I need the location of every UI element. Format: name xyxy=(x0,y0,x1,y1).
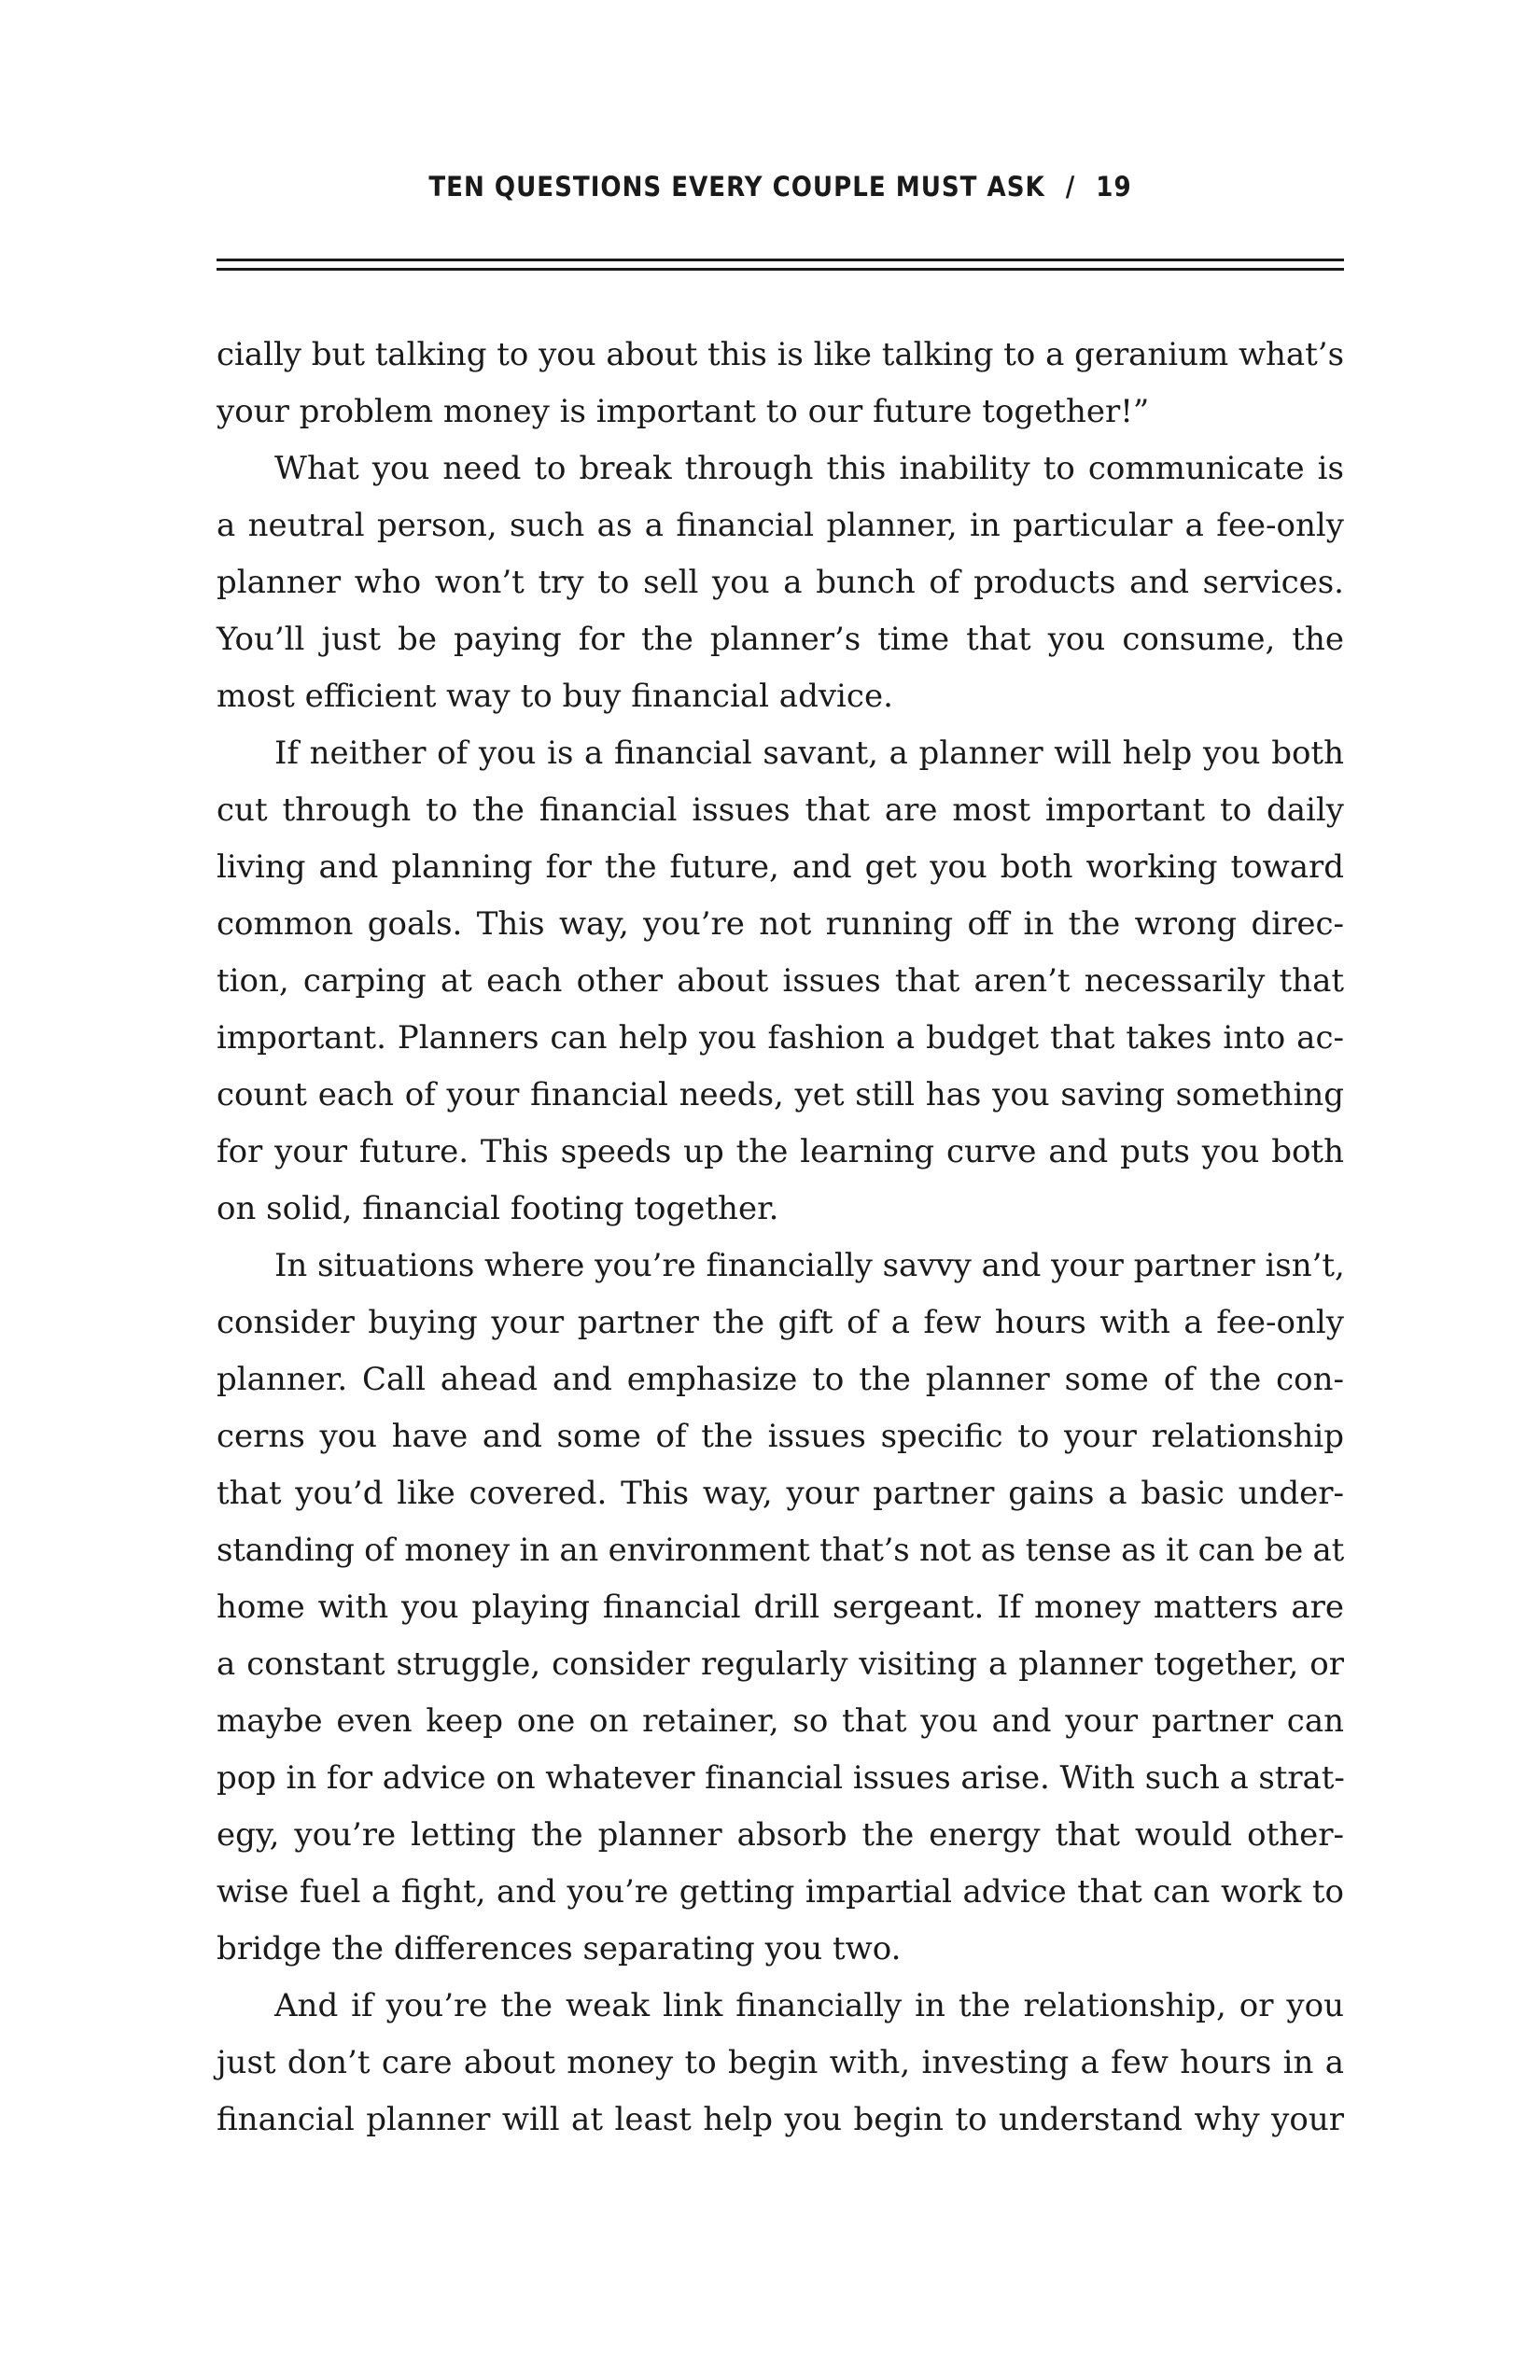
running-title: TEN QUESTIONS EVERY COUPLE MUST ASK xyxy=(428,171,1045,203)
text-line: important. Planners can help you fashion a budget that takes into ac- xyxy=(217,1019,1344,1057)
text-line: wise fuel a fight, and you’re getting impartial advice that can work to xyxy=(217,1873,1344,1911)
text-line: on solid, financial footing together. xyxy=(217,1190,779,1227)
page-number: 19 xyxy=(1096,171,1132,203)
text-line: What you need to break through this inability to communicate is xyxy=(274,450,1344,487)
text-line: planner. Call ahead and emphasize to the planner some of the con- xyxy=(217,1361,1344,1398)
text-line: pop in for advice on whatever financial issues arise. With such a strat- xyxy=(217,1759,1345,1797)
text-line: standing of money in an environment that’s not as tense as it can be at xyxy=(217,1532,1344,1569)
text-line: consider buying your partner the gift of a few hours with a fee-only xyxy=(217,1304,1344,1341)
text-line: And if you’re the weak link financially in the relationship, or you xyxy=(274,1987,1344,2024)
text-line: cerns you have and some of the issues specific to your relationship xyxy=(217,1418,1344,1455)
text-line: your problem money is important to our future together!” xyxy=(217,393,1150,430)
text-line: count each of your financial needs, yet still has you saving something xyxy=(217,1076,1344,1113)
header-rule-top xyxy=(217,259,1344,261)
text-line: just don’t care about money to begin with, investing a few hours in a xyxy=(217,2044,1344,2081)
header-separator: / xyxy=(1065,171,1076,203)
text-line: financial planner will at least help you begin to understand why your xyxy=(217,2101,1344,2138)
header-rule-bottom xyxy=(217,268,1344,271)
text-line: a neutral person, such as a financial planner, in particular a fee-only xyxy=(217,507,1344,544)
text-line: most efficient way to buy financial advice. xyxy=(217,678,893,715)
body-text xyxy=(217,327,1344,2149)
text-line: In situations where you’re financially savvy and your partner isn’t, xyxy=(274,1247,1345,1284)
text-line: egy, you’re letting the planner absorb the energy that would other- xyxy=(217,1816,1344,1854)
running-head xyxy=(217,171,1344,203)
text-line: cut through to the financial issues that are most important to daily xyxy=(217,791,1344,829)
text-line: If neither of you is a financial savant, a planner will help you both xyxy=(274,735,1344,772)
text-line: bridge the differences separating you two. xyxy=(217,1930,902,1967)
text-line: maybe even keep one on retainer, so that you and your partner can xyxy=(217,1702,1344,1740)
text-line: for your future. This speeds up the learning curve and puts you both xyxy=(217,1133,1344,1170)
text-line: You’ll just be paying for the planner’s time that you consume, the xyxy=(217,621,1344,658)
text-line: that you’d like covered. This way, your partner gains a basic under- xyxy=(217,1475,1344,1512)
text-line: a constant struggle, consider regularly visiting a planner together, or xyxy=(217,1645,1344,1683)
text-line: planner who won’t try to sell you a bunch of products and services. xyxy=(217,564,1344,601)
text-line: home with you playing financial drill sergeant. If money matters are xyxy=(217,1589,1344,1626)
text-line: cially but talking to you about this is like talking to a geranium what’s xyxy=(217,336,1344,373)
text-line: tion, carping at each other about issues that aren’t necessarily that xyxy=(217,962,1344,1000)
text-line: common goals. This way, you’re not running off in the wrong direc- xyxy=(217,905,1344,943)
text-line: living and planning for the future, and get you both working toward xyxy=(217,848,1344,886)
